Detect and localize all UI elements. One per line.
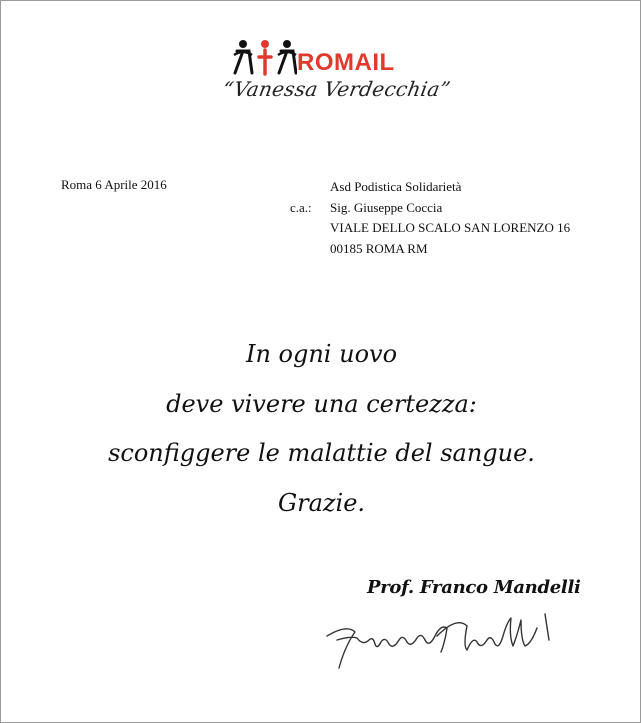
attention-name: Sig. Giuseppe Coccia [330,199,443,215]
handwritten-signature [317,606,567,676]
letterhead [1,1,641,131]
address-line [290,177,570,198]
attention-label: c.a.: [290,199,312,215]
brand-name: ROMAIL [297,49,395,76]
address-line [290,218,570,239]
recipient-street: VIALE DELLO SCALO SAN LORENZO 16 [330,220,571,235]
three-people-logo-icon [233,37,297,77]
letter-date: Roma 6 Aprile 2016 [61,177,167,192]
address-line [290,239,570,260]
message-line: In ogni uovo [245,340,398,368]
recipient-city: 00185 ROMA RM [330,240,428,256]
message-line: deve vivere una certezza: [166,389,477,418]
dedication: “Vanessa Verdecchia” [220,77,453,101]
signer-name: Prof. Franco Mandelli [367,577,581,598]
message-line: Grazie. [277,488,366,517]
message-body [1,337,641,535]
recipient-organization: Asd Podistica Solidarietà [330,179,462,194]
recipient-address [290,177,570,259]
romail-logo [233,37,423,77]
message-line: sconfiggere le malattie del sangue. [108,439,535,467]
address-line [290,198,570,219]
